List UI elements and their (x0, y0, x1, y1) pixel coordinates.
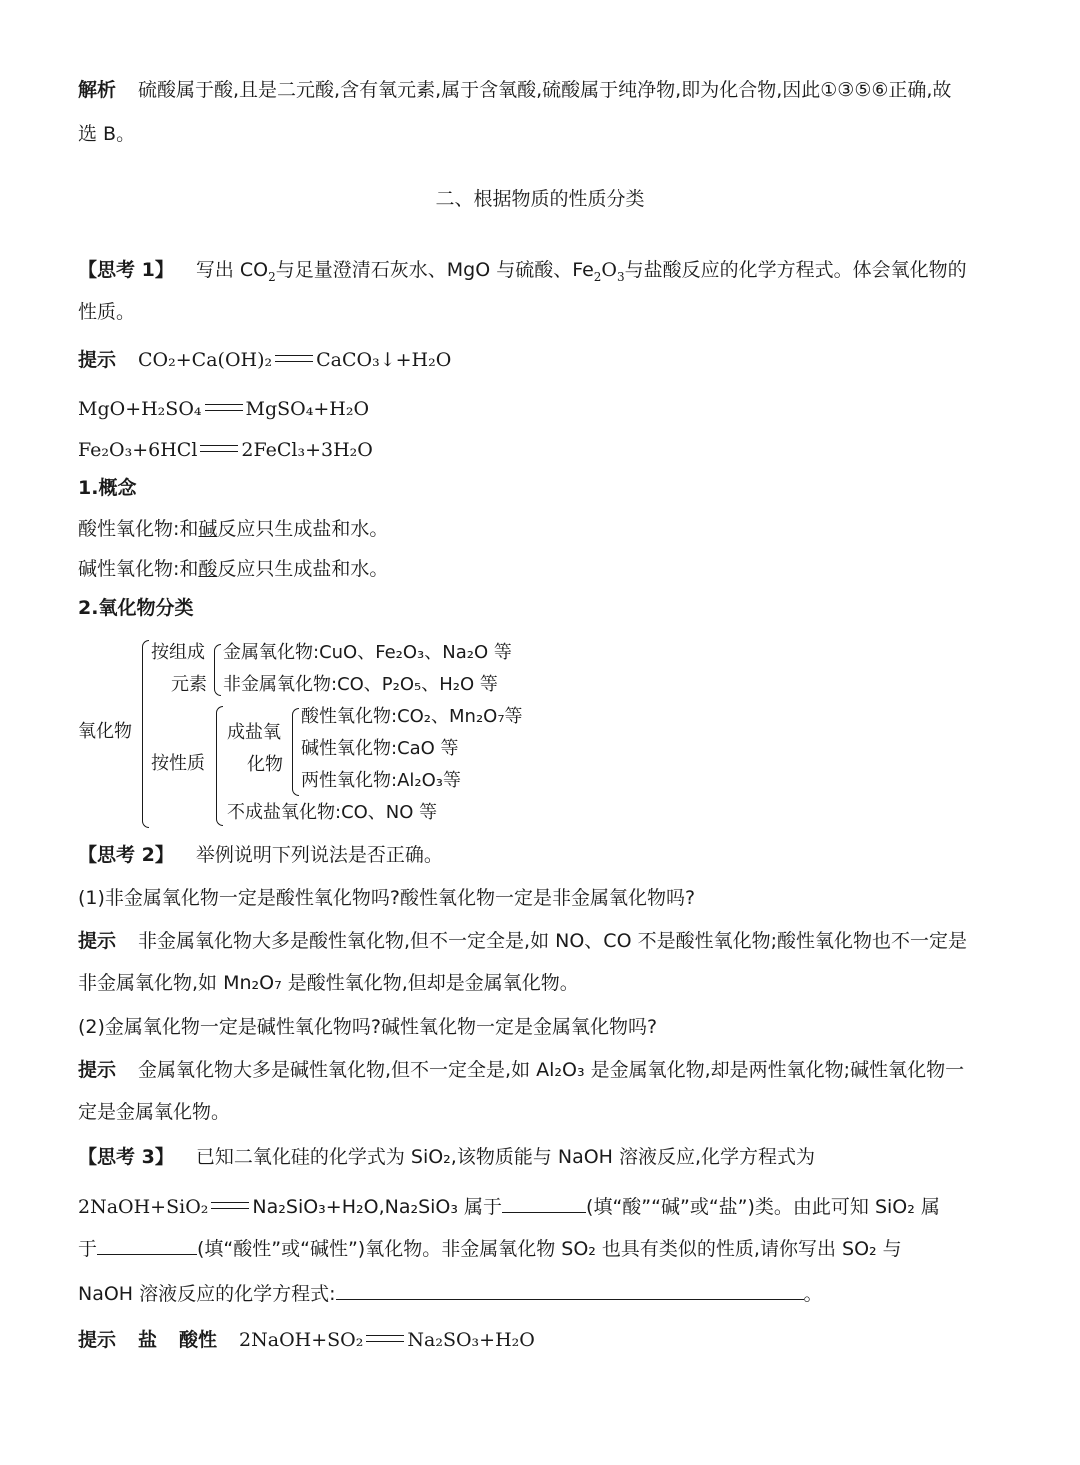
equals-sign (200, 445, 238, 452)
leaf-non-salt-forming: 不成盐氧化物:CO、NO 等 (227, 802, 438, 823)
answer-1: 盐 (138, 1329, 158, 1351)
think3-line-1: 【思考 3】 已知二氧化硅的化学式为 SiO₂,该物质能与 NaOH 溶液反应,化学方程式为 (78, 1146, 816, 1168)
equals-sign (366, 1335, 404, 1342)
think3-hint: 提示 盐 酸性 2NaOH+SO₂ Na₂SO₃+H₂O (78, 1329, 535, 1351)
hint-label: 提示 (78, 349, 117, 371)
answer-blank-1[interactable] (502, 1194, 586, 1213)
think2-a2-line-2: 定是金属氧化物。 (78, 1101, 231, 1123)
think2-question: 【思考 2】 举例说明下列说法是否正确。 (78, 844, 443, 866)
think1-eq3: Fe₂O₃+6HCl 2FeCl₃+3H₂O (78, 439, 373, 461)
equals-sign (275, 355, 313, 362)
think2-a1-line-1: 提示 非金属氧化物大多是酸性氧化物,但不一定全是,如 NO、CO 不是酸性氧化物;酸性氧化物也不一定是 (78, 930, 967, 952)
think1-question: 【思考 1】 写出 $CO_2$与足量澄清石灰水、MgO 与硫酸、$Fe_2O_3$与盐酸反应的化学方程式。体会氧化物的 (78, 259, 967, 284)
think2-label: 【思考 2】 (78, 844, 174, 866)
branch-by-property: 按性质 (151, 753, 205, 774)
leaf-basic-oxide: 碱性氧化物:CaO 等 (301, 738, 459, 759)
property-brace (216, 706, 223, 826)
tree-root: 氧化物 (78, 721, 132, 742)
think3-line-2: 2NaOH+SiO₂ Na₂SiO₃+H₂O,Na₂SiO₃ 属于 (填“酸”“碱”或“盐”)类。由此可知 SiO₂ 属 (78, 1196, 940, 1218)
answer-blank-3[interactable] (336, 1281, 804, 1300)
think3-label: 【思考 3】 (78, 1146, 174, 1168)
think2-q1: (1)非金属氧化物一定是酸性氧化物吗?酸性氧化物一定是非金属氧化物吗? (78, 887, 696, 909)
think3-line-4: NaOH 溶液反应的化学方程式: 。 (78, 1283, 823, 1305)
concept-acidic: 酸性氧化物:和碱反应只生成盐和水。 (78, 518, 389, 540)
section-title: 二、根据物质的性质分类 (435, 188, 645, 210)
answer-2: 酸性 (179, 1329, 218, 1351)
analysis-line-1 (78, 78, 951, 102)
analysis-line-2: 选 B。 (78, 123, 136, 145)
classification-heading: 2.氧化物分类 (78, 597, 194, 619)
think1-label: 【思考 1】 (78, 259, 174, 281)
equals-sign (211, 1202, 249, 1209)
analysis-label: 解析 (78, 79, 117, 101)
leaf-amphoteric-oxide: 两性氧化物:Al₂O₃等 (301, 770, 461, 791)
think2-q2: (2)金属氧化物一定是碱性氧化物吗?碱性氧化物一定是金属氧化物吗? (78, 1016, 658, 1038)
leaf-acidic-oxide: 酸性氧化物:CO₂、Mn₂O₇等 (301, 706, 523, 727)
leaf-nonmetal-oxide: 非金属氧化物:CO、P₂O₅、H₂O 等 (223, 674, 498, 695)
concept-basic: 碱性氧化物:和酸反应只生成盐和水。 (78, 558, 389, 580)
think1-eq2: MgO+H₂SO₄ MgSO₄+H₂O (78, 398, 370, 420)
analysis-text: 硫酸属于酸,且是二元酸,含有氧元素,属于含氧酸,硫酸属于纯净物,即为化合物,因此①③⑤⑥正确,故 (138, 79, 952, 101)
leaf-metal-oxide: 金属氧化物:CuO、Fe₂O₃、Na₂O 等 (223, 642, 512, 663)
branch-salt-forming-2: 化物 (247, 754, 283, 775)
branch-salt-forming-1: 成盐氧 (227, 722, 281, 743)
think3-line-3: 于 (填“酸性”或“碱性”)氧化物。非金属氧化物 SO₂ 也具有类似的性质,请你写出 SO₂ 与 (78, 1238, 902, 1260)
root-brace (142, 640, 149, 828)
think1-question-line-2: 性质。 (78, 301, 136, 323)
equals-sign (205, 404, 243, 411)
answer-blank-2[interactable] (97, 1236, 197, 1255)
think1-hint-eq1: 提示 CO₂+Ca(OH)₂ CaCO₃↓+H₂O (78, 349, 452, 371)
think2-a1-line-2: 非金属氧化物,如 Mn₂O₇ 是酸性氧化物,但却是金属氧化物。 (78, 972, 579, 994)
concept-heading: 1.概念 (78, 477, 137, 499)
branch-by-composition-2: 元素 (171, 674, 207, 695)
salt-forming-brace (292, 708, 299, 796)
composition-brace (214, 644, 221, 696)
think2-a2-line-1: 提示 金属氧化物大多是碱性氧化物,但不一定全是,如 Al₂O₃ 是金属氧化物,却是两性氧化物;碱性氧化物一 (78, 1059, 965, 1081)
branch-by-composition-1: 按组成 (151, 642, 205, 663)
